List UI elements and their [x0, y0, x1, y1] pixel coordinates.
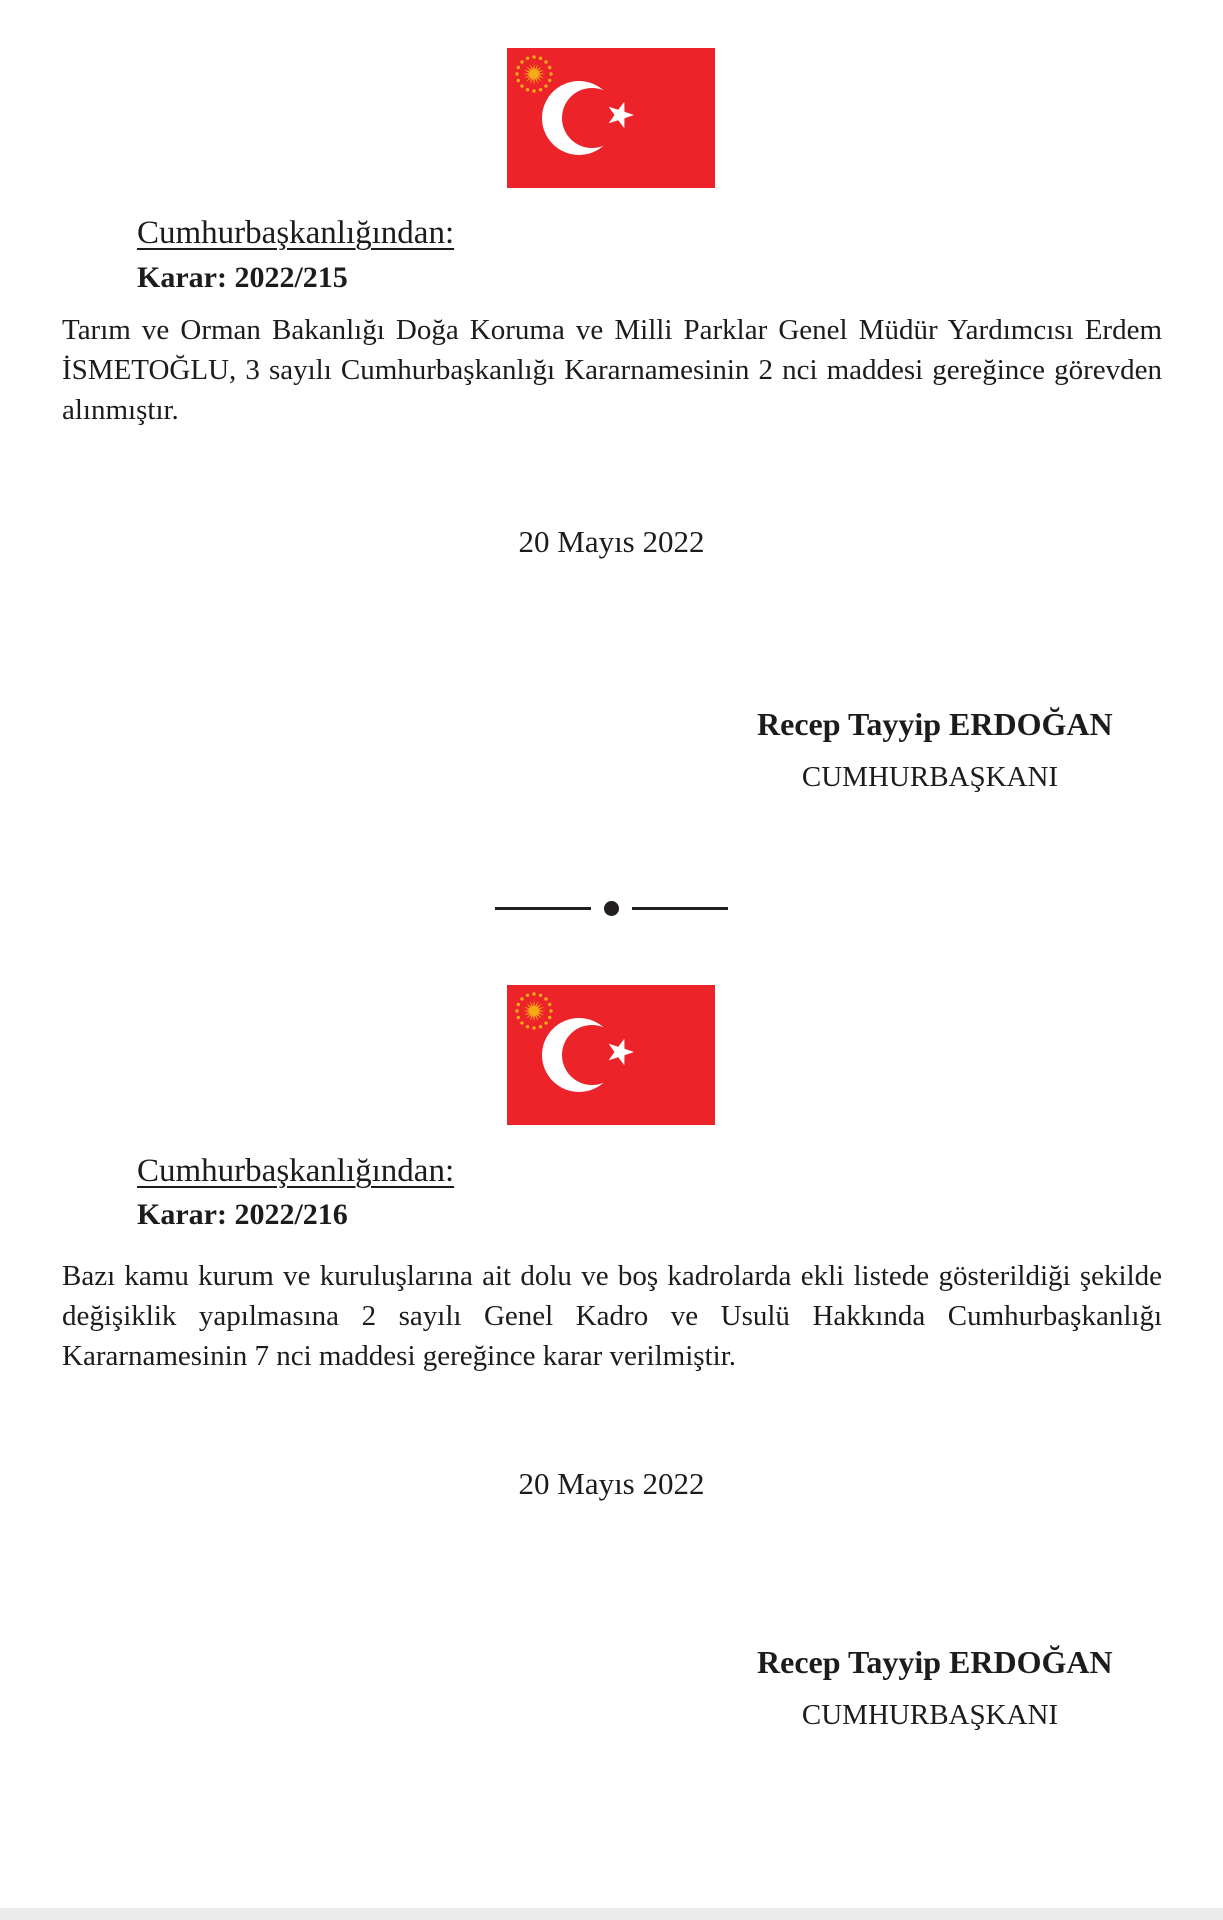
decision-number: Karar: 2022/216	[137, 1198, 348, 1231]
signature-title: CUMHURBAŞKANI	[801, 1699, 1059, 1731]
decision-text-line: Tarım ve Orman Bakanlığı Doğa Koruma ve Milli Parklar Genel Müdür Yardımcısı Erdem	[62, 314, 1162, 346]
decision-text-line: İSMETOĞLU, 3 sayılı Cumhurbaşkanlığı Kararnamesinin 2 nci maddesi gereğince görevden	[62, 354, 1162, 386]
signature-name: Recep Tayyip ERDOĞAN	[757, 706, 1113, 742]
decision-text-line: alınmıştır.	[62, 394, 179, 426]
decision-text-line: Bazı kamu kurum ve kuruluşlarına ait dolu ve boş kadrolarda ekli listede gösterildiği şekilde	[62, 1260, 1162, 1292]
turkish-presidential-flag-icon	[507, 985, 715, 1125]
decision-text-line: Kararnamesinin 7 nci maddesi gereğince karar verilmiştir.	[62, 1340, 736, 1372]
signature-block	[757, 1644, 1113, 1732]
section-heading: Cumhurbaşkanlığından:	[137, 1153, 455, 1189]
decision-text	[62, 310, 1162, 430]
divider-dot	[604, 901, 619, 916]
turkish-presidential-flag-icon	[507, 48, 715, 188]
decision-text	[62, 1256, 1162, 1376]
signature-title: CUMHURBAŞKANI	[801, 761, 1059, 793]
signature-name: Recep Tayyip ERDOĞAN	[757, 1644, 1113, 1680]
decision-text-line: değişiklik yapılmasına 2 sayılı Genel Kadro ve Usulü Hakkında Cumhurbaşkanlığı	[62, 1300, 1162, 1332]
section-divider	[495, 899, 728, 917]
divider-line-left	[495, 907, 591, 910]
divider-line-right	[632, 907, 728, 910]
section-heading: Cumhurbaşkanlığından:	[137, 215, 455, 251]
decision-date: 20 Mayıs 2022	[518, 1466, 705, 1501]
decision-number: Karar: 2022/215	[137, 261, 348, 294]
page-bottom-edge	[0, 1908, 1223, 1920]
signature-block	[757, 706, 1113, 794]
decision-date: 20 Mayıs 2022	[518, 524, 705, 559]
